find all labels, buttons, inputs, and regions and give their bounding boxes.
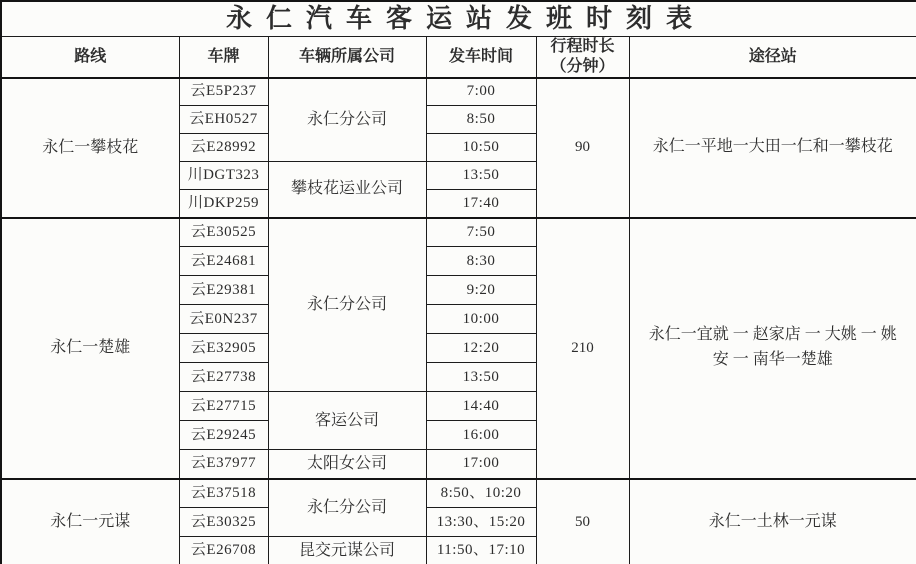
header-duration-line1: 行程时长 [550, 37, 615, 55]
section-yongren-yuanmou [1, 479, 916, 564]
duration-cell: 210 [536, 218, 629, 479]
plate-cell: 云E29381 [179, 276, 268, 305]
departure-time-cell: 13:50 [426, 162, 536, 190]
plate-cell: 云E28992 [179, 134, 268, 162]
table-title: 永仁汽车客运站发班时刻表 [1, 1, 916, 36]
header-duration [536, 36, 629, 78]
plate-cell: 云E24681 [179, 247, 268, 276]
header-plate: 车牌 [179, 36, 268, 78]
table-row [1, 479, 916, 508]
plate-cell: 云E27715 [179, 392, 268, 421]
departure-time-cell: 14:40 [426, 392, 536, 421]
plate-cell: 川DGT323 [179, 162, 268, 190]
departure-time-cell: 7:50 [426, 218, 536, 247]
company-cell: 永仁分公司 [268, 78, 426, 162]
departure-time-cell: 9:20 [426, 276, 536, 305]
duration-cell: 50 [536, 479, 629, 564]
duration-cell: 90 [536, 78, 629, 218]
departure-time-cell: 8:50、10:20 [426, 479, 536, 508]
section-yongren-chuxiong [1, 218, 916, 479]
company-cell: 太阳女公司 [268, 450, 426, 479]
stations-cell: 永仁一平地一大田一仁和一攀枝花 [629, 78, 916, 218]
plate-cell: 云EH0527 [179, 106, 268, 134]
section-yongren-panzhihua [1, 78, 916, 218]
route-cell: 永仁一攀枝花 [1, 78, 179, 218]
departure-time-cell: 11:50、17:10 [426, 537, 536, 564]
header-departure-time: 发车时间 [426, 36, 536, 78]
company-cell: 永仁分公司 [268, 479, 426, 537]
column-header-row [1, 36, 916, 78]
plate-cell: 云E37977 [179, 450, 268, 479]
departure-time-cell: 17:40 [426, 190, 536, 218]
table-row [1, 78, 916, 106]
plate-cell: 云E30525 [179, 218, 268, 247]
departure-time-cell: 8:30 [426, 247, 536, 276]
departure-time-cell: 12:20 [426, 334, 536, 363]
plate-cell: 川DKP259 [179, 190, 268, 218]
departure-time-cell: 10:00 [426, 305, 536, 334]
departure-time-cell: 13:50 [426, 363, 536, 392]
stations-cell: 永仁一宜就 一 赵家店 一 大姚 一 姚安 一 南华一楚雄 [629, 218, 916, 479]
route-cell: 永仁一元谋 [1, 479, 179, 564]
departure-time-cell: 13:30、15:20 [426, 508, 536, 537]
header-stations: 途径站 [629, 36, 916, 78]
departure-time-cell: 16:00 [426, 421, 536, 450]
title-row [1, 1, 916, 36]
route-cell: 永仁一楚雄 [1, 218, 179, 479]
header-route: 路线 [1, 36, 179, 78]
plate-cell: 云E27738 [179, 363, 268, 392]
departure-time-cell: 10:50 [426, 134, 536, 162]
table-row [1, 218, 916, 247]
header-company: 车辆所属公司 [268, 36, 426, 78]
plate-cell: 云E29245 [179, 421, 268, 450]
plate-cell: 云E30325 [179, 508, 268, 537]
company-cell: 昆交元谋公司 [268, 537, 426, 564]
departure-time-cell: 7:00 [426, 78, 536, 106]
company-cell: 客运公司 [268, 392, 426, 450]
plate-cell: 云E32905 [179, 334, 268, 363]
plate-cell: 云E5P237 [179, 78, 268, 106]
company-cell: 永仁分公司 [268, 218, 426, 392]
company-cell: 攀枝花运业公司 [268, 162, 426, 218]
departure-time-cell: 17:00 [426, 450, 536, 479]
plate-cell: 云E37518 [179, 479, 268, 508]
plate-cell: 云E26708 [179, 537, 268, 564]
plate-cell: 云E0N237 [179, 305, 268, 334]
departure-time-cell: 8:50 [426, 106, 536, 134]
stations-cell: 永仁一土林一元谋 [629, 479, 916, 564]
header-duration-line2: （分钟） [550, 57, 615, 75]
